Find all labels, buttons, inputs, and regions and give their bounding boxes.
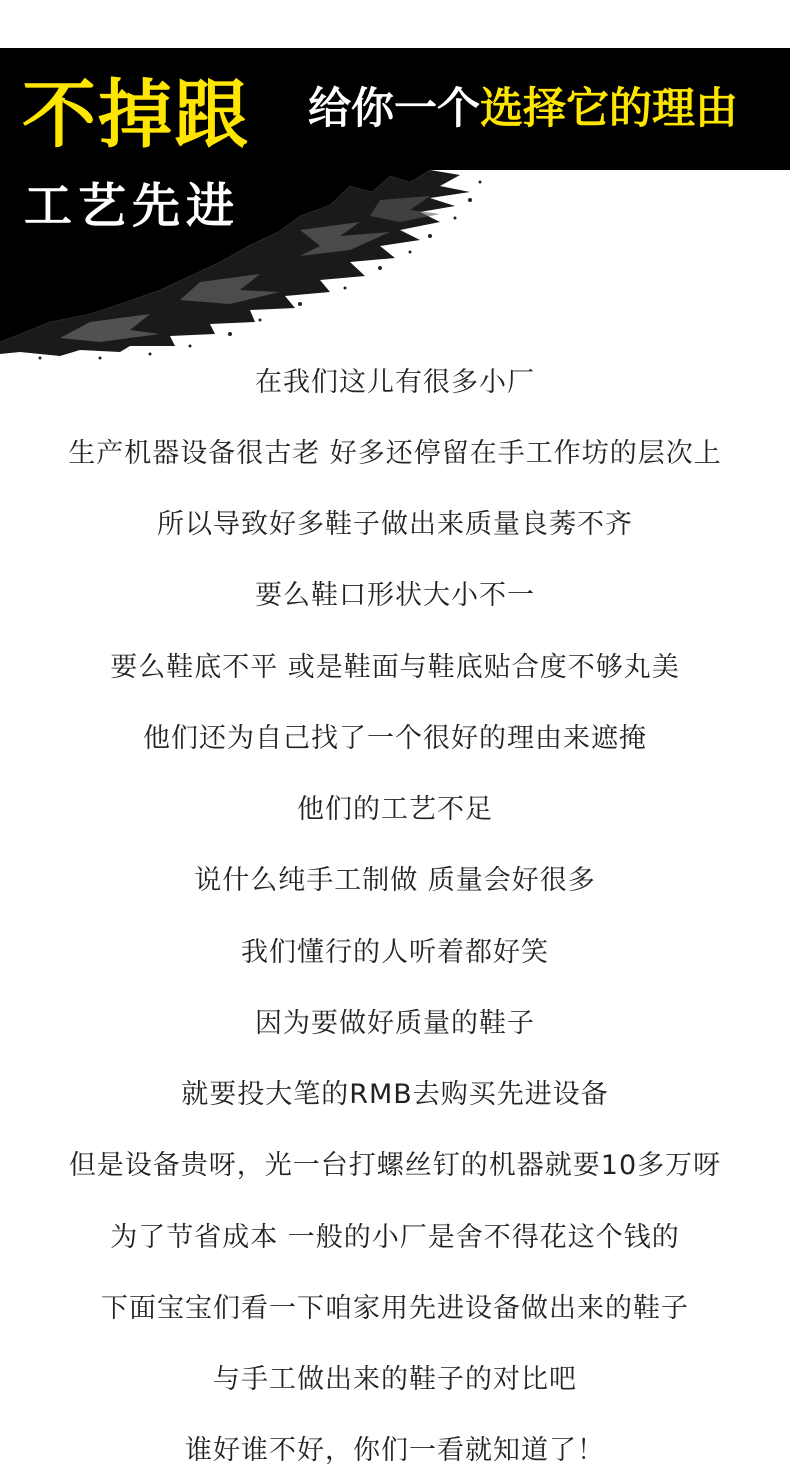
banner-main-title: 不掉跟 — [22, 72, 250, 158]
body-line: 与手工做出来的鞋子的对比吧 — [213, 1364, 577, 1395]
reason-prefix: 给你一个 — [308, 84, 480, 134]
banner-subtitle: 工艺先进 — [24, 178, 241, 234]
body-line: 在我们这儿有很多小厂 — [255, 367, 535, 398]
header-banner — [0, 0, 790, 360]
body-line: 但是设备贵呀，光一台打螺丝钉的机器就要10多万呀 — [68, 1150, 722, 1181]
body-line: 生产机器设备很古老 好多还停留在手工作坊的层次上 — [68, 438, 722, 469]
body-line: 就要投大笔的RMB去购买先进设备 — [181, 1079, 609, 1110]
body-line: 他们还为自己找了一个很好的理由来遮掩 — [143, 723, 647, 754]
body-line: 我们懂行的人听着都好笑 — [241, 937, 549, 968]
body-line: 因为要做好质量的鞋子 — [255, 1008, 535, 1039]
banner-reason-heading — [308, 84, 738, 134]
body-line: 谁好谁不好，你们一看就知道了！ — [185, 1435, 605, 1466]
body-line: 要么鞋口形状大小不一 — [255, 580, 535, 611]
body-line: 为了节省成本 一般的小厂是舍不得花这个钱的 — [110, 1222, 680, 1253]
body-line: 所以导致好多鞋子做出来质量良莠不齐 — [157, 509, 633, 540]
reason-highlight: 选择它的理由 — [480, 84, 738, 134]
body-line: 要么鞋底不平 或是鞋面与鞋底贴合度不够丸美 — [110, 652, 680, 683]
body-line: 下面宝宝们看一下咱家用先进设备做出来的鞋子 — [101, 1293, 689, 1324]
body-line: 说什么纯手工制做 质量会好很多 — [194, 865, 596, 896]
body-line: 他们的工艺不足 — [297, 794, 493, 825]
